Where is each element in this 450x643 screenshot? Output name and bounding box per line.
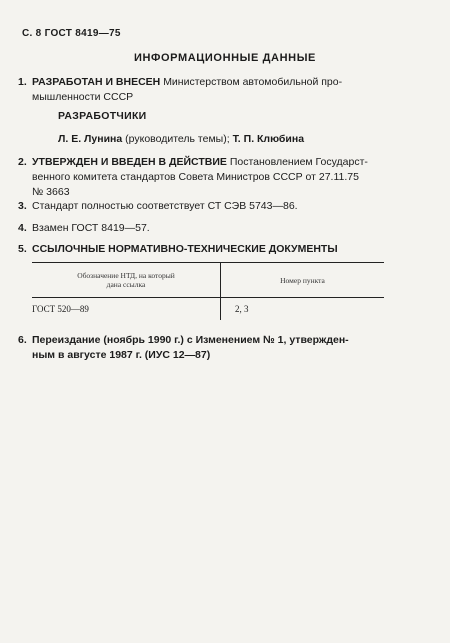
table-cell-document: ГОСТ 520—89: [32, 298, 221, 321]
item-2-text-line1: Постановлением Государст-: [229, 156, 368, 168]
developer-1: Л. Е. Лунина: [58, 133, 123, 145]
table-header-clause: Номер пункта: [221, 263, 385, 298]
item-1: [18, 75, 402, 105]
item-1-text-line2: мышленности СССР: [32, 91, 134, 103]
developer-1-role: (руководитель темы);: [125, 133, 230, 145]
item-6-text-line1: Переиздание (ноябрь 1990 г.) с Изменением № 1, утвержден-: [32, 334, 349, 346]
item-2-text-line2: венного комитета стандартов Совета Министров СССР от 27.11.75: [32, 171, 359, 183]
developers-heading: РАЗРАБОТЧИКИ: [58, 110, 147, 122]
item-2: [18, 155, 402, 200]
item-3: [18, 199, 402, 214]
table-cell-clause: 2, 3: [235, 304, 249, 314]
item-4-text: Взамен ГОСТ 8419—57.: [32, 222, 150, 234]
item-5: [18, 242, 402, 257]
item-number: 4.: [18, 222, 27, 234]
item-1-text-line1: Министерством автомобильной про-: [163, 76, 343, 88]
developers-list: [58, 133, 304, 145]
item-3-text: Стандарт полностью соответствует СТ СЭВ 5743—86.: [32, 200, 298, 212]
item-6: [18, 333, 402, 363]
item-number: 2.: [18, 156, 27, 168]
item-number: 1.: [18, 76, 27, 88]
developer-2: Т. П. Клюбина: [232, 133, 305, 145]
item-5-text: ССЫЛОЧНЫЕ НОРМАТИВНО-ТЕХНИЧЕСКИЕ ДОКУМЕНТЫ: [32, 243, 338, 255]
page-header: С. 8 ГОСТ 8419—75: [22, 28, 121, 39]
section-title: ИНФОРМАЦИОННЫЕ ДАННЫЕ: [133, 52, 316, 64]
item-number: 5.: [18, 243, 27, 255]
item-6-text-line2: ным в августе 1987 г. (ИУС 12—87): [32, 349, 211, 361]
item-2-bold: УТВЕРЖДЕН И ВВЕДЕН В ДЕЙСТВИЕ: [32, 156, 227, 168]
table-header-row: [32, 263, 384, 298]
table-row: [32, 298, 384, 321]
item-1-bold: РАЗРАБОТАН И ВНЕСЕН: [32, 76, 161, 88]
item-number: 6.: [18, 334, 27, 346]
item-4: [18, 221, 402, 236]
item-2-text-line3: № 3663: [32, 186, 70, 198]
table-header-document: Обозначение НТД, на который дана ссылка: [32, 263, 221, 298]
reference-table: [32, 262, 384, 320]
item-number: 3.: [18, 200, 27, 212]
